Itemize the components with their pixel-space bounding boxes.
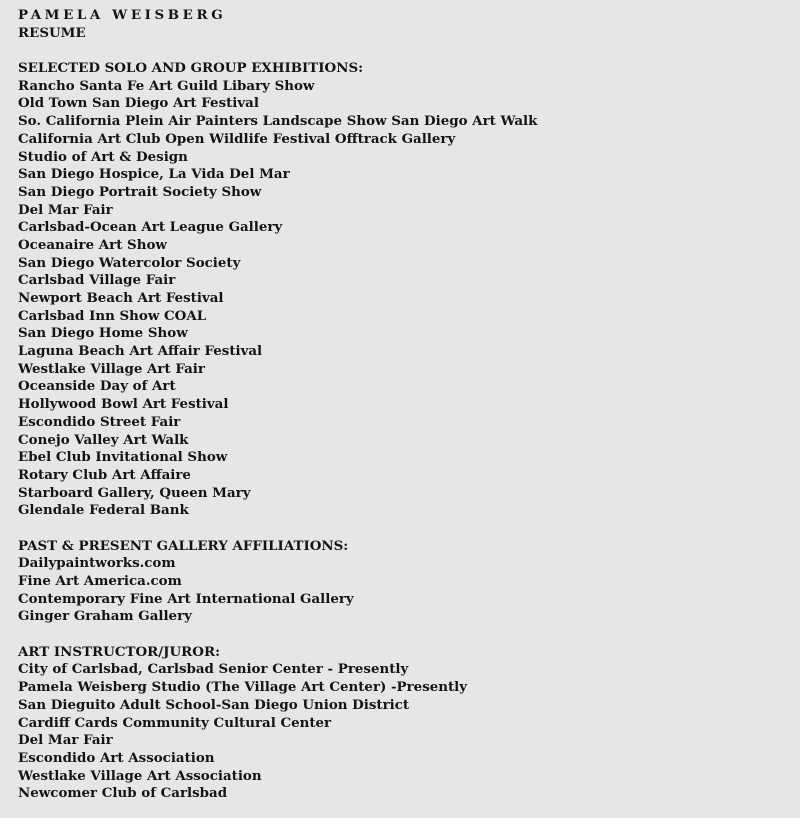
list-item: San Diego Home Show: [18, 325, 188, 342]
list-item: Studio of Art & Design: [18, 148, 188, 165]
list-item: Newcomer Club of Carlsbad: [18, 785, 228, 802]
instructor-list: [18, 661, 800, 803]
list-item: Escondido Art Association: [18, 749, 215, 766]
list-item: Carlsbad Village Fair: [18, 272, 176, 289]
section-spacer: [18, 520, 800, 538]
list-item: Newport Beach Art Festival: [18, 290, 224, 306]
list-item: San Diego Hospice, La Vida Del Mar: [18, 166, 290, 183]
list-item: Glendale Federal Bank: [18, 502, 189, 519]
list-item: Dailypaintworks.com: [18, 555, 176, 572]
list-item: Starboard Gallery, Queen Mary: [18, 484, 251, 501]
resume-title: RESUME: [18, 24, 86, 41]
list-item: Carlsbad Inn Show COAL: [18, 307, 207, 324]
section-heading-exhibitions: SELECTED SOLO AND GROUP EXHIBITIONS:: [18, 60, 364, 77]
list-item: Rancho Santa Fe Art Guild Libary Show: [18, 77, 315, 94]
list-item: Fine Art America.com: [18, 573, 182, 589]
list-item: San Diego Portrait Society Show: [18, 183, 262, 200]
list-item: Oceanaire Art Show: [18, 236, 167, 253]
list-item: Oceanside Day of Art: [18, 378, 176, 395]
list-item: Laguna Beach Art Affair Festival: [18, 343, 263, 360]
list-item: Cardiff Cards Community Cultural Center: [18, 714, 332, 731]
list-item: Westlake Village Art Association: [18, 767, 262, 784]
exhibitions-section: [18, 60, 800, 520]
list-item: Contemporary Fine Art International Gallery: [18, 590, 354, 607]
list-item: Ginger Graham Gallery: [18, 608, 192, 625]
section-heading-affiliations: PAST & PRESENT GALLERY AFFILIATIONS:: [18, 537, 349, 554]
list-item: Westlake Village Art Fair: [18, 360, 205, 377]
list-item: Hollywood Bowl Art Festival: [18, 396, 229, 413]
list-item: Conejo Valley Art Walk: [18, 431, 189, 448]
list-item: Old Town San Diego Art Festival: [18, 95, 259, 112]
gallery-affiliations-section: [18, 538, 800, 626]
list-item: Del Mar Fair: [18, 732, 113, 749]
list-item: California Art Club Open Wildlife Festival Offtrack Gallery: [18, 130, 456, 147]
list-item: Rotary Club Art Affaire: [18, 466, 191, 483]
list-item: Ebel Club Invitational Show: [18, 449, 228, 466]
list-item: So. California Plein Air Painters Landscape Show San Diego Art Walk: [18, 113, 538, 130]
instructor-juror-section: [18, 644, 800, 803]
list-item: San Diego Watercolor Society: [18, 254, 241, 271]
section-spacer: [18, 42, 800, 60]
section-heading-instructor: ART INSTRUCTOR/JUROR:: [18, 643, 221, 660]
list-item: City of Carlsbad, Carlsbad Senior Center - Presently: [18, 661, 409, 678]
artist-name: PAMELA WEISBERG: [18, 7, 227, 23]
section-spacer: [18, 626, 800, 644]
list-item: San Dieguito Adult School-San Diego Union District: [18, 696, 410, 713]
exhibitions-list: [18, 78, 800, 520]
list-item: Pamela Weisberg Studio (The Village Art Center) -Presently: [18, 679, 468, 696]
affiliations-list: [18, 555, 800, 626]
list-item: Del Mar Fair: [18, 201, 113, 218]
list-item: Escondido Street Fair: [18, 413, 181, 430]
list-item: Carlsbad-Ocean Art League Gallery: [18, 219, 283, 236]
